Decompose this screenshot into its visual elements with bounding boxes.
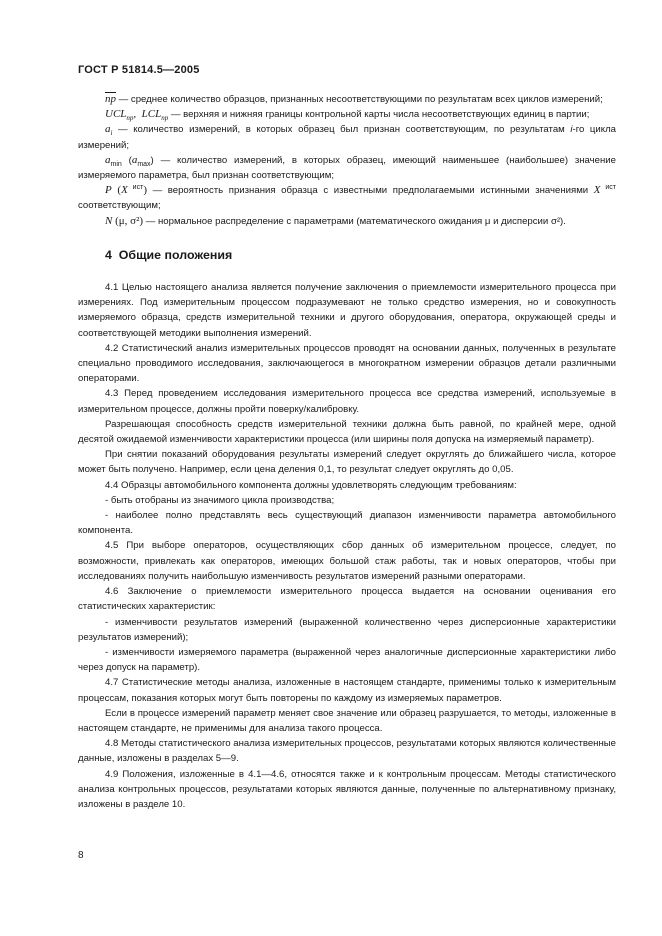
paragraph-4-2: 4.2 Статистический анализ измерительных процессов проводят на основании данных, полученных в результате специально проводимого исследования, заключающегося в многократном измерении образцов детали различными операторами. <box>78 342 616 385</box>
list-item: - наиболее полно представлять весь существующий диапазон изменчивости параметра автомобильного компонента. <box>78 510 616 537</box>
paragraph-4-6: 4.6 Заключение о приемлемости измерительного процесса выдается на основании оценивания его статистических характеристик: <box>78 586 616 613</box>
page-content <box>78 92 616 812</box>
paragraph-4-7: 4.7 Статистические методы анализа, изложенные в настоящем стандарте, применимы только к измерительным процессам, показания которых могут быть повторены по каждому из измеряемых параметров. <box>78 677 616 704</box>
paragraph-4-9: 4.9 Положения, изложенные в 4.1—4.6, относятся также и к контрольным процессам. Методы статистического анализа контрольных процессов, результатами которых являются данные, полученные по альтернативному признаку, изложены в разделе 10. <box>78 768 616 810</box>
paragraph-4-4: 4.4 Образцы автомобильного компонента должны удовлетворять следующим требованиям: <box>105 479 517 491</box>
definition-amin: $a_{min}$ $(a_{max})$ — количество измерений, в которых образец, имеющий наименьшее (наибольшее) значение измеряемого параметра, был признан соответствующим; <box>78 153 616 182</box>
definition-ai: $a_i$ — количество измерений, в которых образец был признан соответствующим, по результатам i-го цикла измерений; <box>78 123 617 151</box>
paragraph-4-5: 4.5 При выборе операторов, осуществляющих сбор данных об измерительном процессе, следует, по возможности, привлекать как операторов, имеющих большой стаж работы, так и новых операторов, чтобы при исследованиях получить наибольшую изменчивость результатов измерений разными операторами. <box>78 540 616 582</box>
list-item: - изменчивости результатов измерений (выраженной количественно через дисперсионные характеристики результатов измерений); <box>78 616 616 643</box>
paragraph-4-3: 4.3 Перед проведением исследования измерительного процесса все средства измерений, используемые в измерительном процессе, должны пройти поверку/калибровку. <box>78 388 616 415</box>
definition-np: $\overline{np}$ — среднее количество образцов, признанных несоответствующими по результатам всех циклов измерений; <box>105 93 603 105</box>
definition-p: P (X $^{ист}$) — вероятность признания образца с известными предполагаемыми истинными значениями X $^{ист}$ соответствующим; <box>78 184 616 212</box>
section-heading: 4 Общие положения <box>105 247 233 262</box>
definition-ucl-lcl: $UCL_{np}$, $LCL_{np}$ — верхняя и нижняя границы контрольной карты числа несоответствующих единиц в партии; <box>105 108 590 123</box>
list-item: - изменчивости измеряемого параметра (выраженной через аналогичные дисперсионные характеристики либо через допуск на параметр). <box>78 646 616 674</box>
paragraph-rounding: При снятии показаний оборудования результаты измерений следует округлять до ближайшего числа, которое может быть получено. Например, если цена деления 0,1, то результат следует округлять до 0,05. <box>78 449 616 476</box>
document-header: ГОСТ Р 51814.5—2005 <box>78 64 200 76</box>
paragraph-4-1: 4.1 Целью настоящего анализа является получение заключения о приемлемости измерительного процесса при измерениях. Под измерительным процессом подразумевают не только средство измерения, но и совокупность измеряемого образца, средств измерительной техники и другого оборудования, оператора, окружающей среды и соответствующей методики выполнения измерений. <box>78 282 616 339</box>
paragraph-resolution: Разрешающая способность средств измерительной техники должна быть равной, по крайней мере, одной десятой ожидаемой изменчивости характеристики процесса (или ширины поля допуска на измеряемый параметр). <box>78 418 616 446</box>
page-number: 8 <box>78 850 84 861</box>
paragraph-4-8: 4.8 Методы статистического анализа измерительных процессов, результатами которых являются количественные данные, изложены в разделах 5—9. <box>78 738 617 765</box>
definition-normal: N (μ, σ²) — нормальное распределение с параметрами (математического ожидания μ и дисперсии σ²). <box>105 214 566 227</box>
list-item: - быть отобраны из значимого цикла производства; <box>105 494 335 506</box>
paragraph-destructive: Если в процессе измерений параметр меняет свое значение или образец разрушается, то методы, изложенные в настоящем стандарте, не применимы для анализа такого процесса. <box>78 707 616 734</box>
